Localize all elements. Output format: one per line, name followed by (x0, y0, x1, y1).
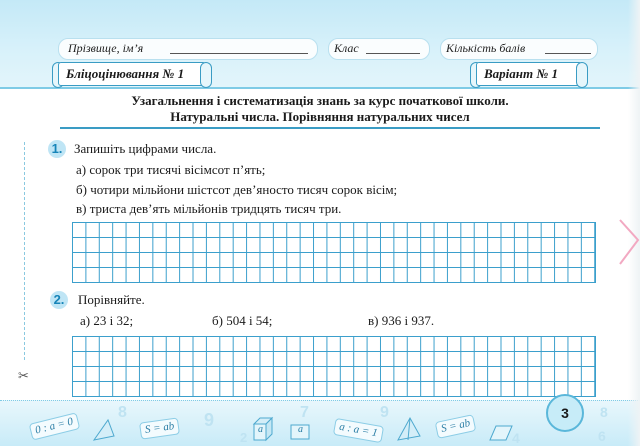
class-input-line[interactable] (366, 53, 420, 54)
variant-label: Варіант № 1 (484, 66, 559, 81)
task-1-item-b: б) чотири мільйони шістсот дев’яносто тисяч сорок вісім; (76, 182, 398, 197)
cube-icon (250, 416, 276, 442)
task-1-item-a: а) сорок три тисячі вісімсот п’ять; (76, 162, 266, 177)
triangle-icon (92, 418, 116, 442)
pyramid-icon (396, 416, 422, 442)
formula-card: a : a = 1 (333, 418, 384, 443)
deco-digit: 9 (380, 404, 389, 421)
formula-card: S = ab (435, 414, 477, 439)
scissors-icon: ✂ (18, 368, 29, 383)
deco-digit: 6 (598, 428, 606, 444)
task-1-text: Запишіть цифрами числа. (74, 141, 217, 156)
task-2-text: Порівняйте. (78, 292, 145, 307)
ribbon-curl-right (200, 62, 212, 88)
task-1-number: 1. (48, 140, 66, 158)
task-2-item-b: б) 504 і 54; (212, 313, 273, 328)
title-underline (60, 127, 600, 129)
deco-digit: 7 (300, 404, 309, 421)
deco-digit: 8 (118, 404, 127, 421)
deco-digit: 9 (204, 410, 215, 430)
title-line-1: Узагальнення і систематизація знань за курс початкової школи. (131, 93, 509, 108)
variant-curl-right (576, 62, 588, 88)
prism-icon (488, 420, 514, 442)
rectangle-letter: a (298, 424, 303, 435)
task-2-item-a: а) 23 і 32; (80, 313, 134, 328)
formula-card: 0 : a = 0 (29, 412, 80, 440)
score-label: Кількість балів (446, 41, 526, 55)
banner-divider (0, 87, 640, 89)
task-2-number: 2. (50, 291, 68, 309)
deco-digit: 2 (240, 430, 248, 445)
task-2-item-c: в) 936 і 937. (368, 313, 435, 328)
name-label: Прізвище, ім’я (68, 41, 144, 55)
formula-card: S = ab (139, 417, 180, 439)
footer-divider (0, 400, 640, 401)
test-label: Бліцоцінювання № 1 (66, 66, 185, 81)
class-label: Клас (334, 41, 359, 55)
deco-digit: 8 (600, 404, 608, 420)
corner-ribbon-icon (618, 218, 640, 268)
task-1-answer-grid[interactable] (72, 222, 596, 283)
task-2-answer-grid[interactable] (72, 336, 596, 397)
score-input-line[interactable] (545, 53, 591, 54)
cut-line (24, 142, 25, 360)
deco-digit: 4 (512, 430, 520, 446)
task-1-item-c: в) триста дев’ять мільйонів тридцять тисяч три. (76, 201, 342, 216)
name-input-line[interactable] (170, 53, 308, 54)
page-number: 3 (546, 394, 584, 432)
title-line-2: Натуральні числа. Порівняння натуральних чисел (170, 109, 470, 124)
cube-letter: a (258, 424, 263, 435)
